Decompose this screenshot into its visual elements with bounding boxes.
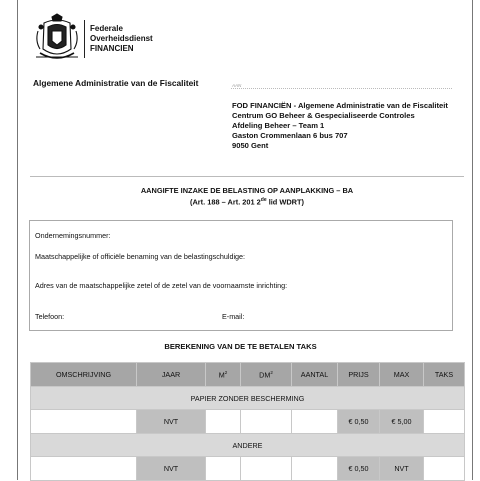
calculation-title: BEREKENING VAN DE TE BETALEN TAKS — [164, 342, 317, 351]
group-label: ANDERE — [31, 434, 465, 457]
tax-cell[interactable] — [424, 410, 465, 434]
max-cell: € 5,00 — [380, 410, 424, 434]
m2-cell[interactable] — [206, 457, 241, 481]
address-line: Gaston Crommenlaan 6 bus 707 — [232, 131, 348, 140]
group-row — [31, 434, 465, 457]
tax-cell[interactable] — [424, 457, 465, 481]
column-header: JAAR — [137, 363, 206, 387]
group-row — [31, 387, 465, 410]
ministry-line: FINANCIEN — [90, 44, 134, 53]
article-ref-end: lid WDRT) — [266, 196, 304, 206]
m2-cell[interactable] — [206, 410, 241, 434]
column-header: AANTAL — [292, 363, 338, 387]
address-line: 9050 Gent — [232, 141, 269, 150]
article-ref: (Art. 188 – Art. 201 2 — [190, 196, 261, 206]
administration-name: Algemene Administratie van de Fiscaliteit — [33, 78, 199, 88]
article-ref-sup: de — [260, 196, 267, 203]
company-number-field[interactable]: Ondernemingsnummer: — [35, 231, 111, 240]
header-divider — [30, 176, 464, 177]
logo-divider — [84, 20, 85, 58]
table-row — [31, 457, 465, 481]
recipient-rule — [231, 88, 452, 89]
page-right-edge — [472, 0, 473, 480]
column-header: TAKS — [424, 363, 465, 387]
price-cell: € 0,50 — [338, 457, 380, 481]
max-cell: NVT — [380, 457, 424, 481]
description-cell[interactable] — [31, 410, 137, 434]
dm2-cell[interactable] — [241, 457, 292, 481]
ministry-name — [90, 24, 153, 54]
year-cell: NVT — [137, 410, 206, 434]
company-name-field[interactable]: Maatschappelijke of officiële benaming van de belastingschuldige: — [35, 252, 246, 261]
year-cell: NVT — [137, 457, 206, 481]
ministry-line: Federale — [90, 24, 123, 33]
recipient-label: AAN — [232, 83, 242, 88]
page-left-edge — [17, 0, 18, 480]
form-title-line2 — [30, 196, 464, 207]
tax-calculation-table — [30, 362, 465, 481]
quantity-cell[interactable] — [292, 457, 338, 481]
superscript: 2 — [270, 369, 273, 375]
address-line: FOD FINANCIËN - Algemene Administratie van de Fiscaliteit — [232, 101, 448, 110]
column-header: PRIJS — [338, 363, 380, 387]
address-field[interactable]: Adres van de maatschappelijke zetel of de zetel van de voornaamste inrichting: — [35, 281, 288, 290]
column-header: OMSCHRIJVING — [31, 363, 137, 387]
column-header — [206, 363, 241, 387]
address-line: Centrum GO Beheer & Gespecialiseerde Controles — [232, 111, 415, 120]
quantity-cell[interactable] — [292, 410, 338, 434]
column-header-label: DM — [259, 370, 271, 380]
email-field[interactable]: E-mail: — [222, 312, 245, 321]
group-label: PAPIER ZONDER BESCHERMING — [31, 387, 465, 410]
taxpayer-info-box — [29, 220, 453, 331]
form-title-line1: AANGIFTE INZAKE DE BELASTING OP AANPLAKKING – BA — [140, 186, 354, 195]
description-cell[interactable] — [31, 457, 137, 481]
form-title — [30, 186, 464, 206]
superscript: 2 — [224, 369, 228, 375]
column-header: MAX — [380, 363, 424, 387]
belgian-coat-of-arms-logo — [34, 13, 80, 63]
recipient-address — [232, 101, 457, 151]
phone-field[interactable]: Telefoon: — [35, 312, 65, 321]
price-cell: € 0,50 — [338, 410, 380, 434]
dm2-cell[interactable] — [241, 410, 292, 434]
address-line: Afdeling Beheer – Team 1 — [232, 121, 325, 130]
table-row — [31, 410, 465, 434]
ministry-line: Overheidsdienst — [90, 34, 153, 43]
column-header-label: M — [218, 370, 225, 380]
column-header — [241, 363, 292, 387]
table-header-row — [31, 363, 465, 387]
